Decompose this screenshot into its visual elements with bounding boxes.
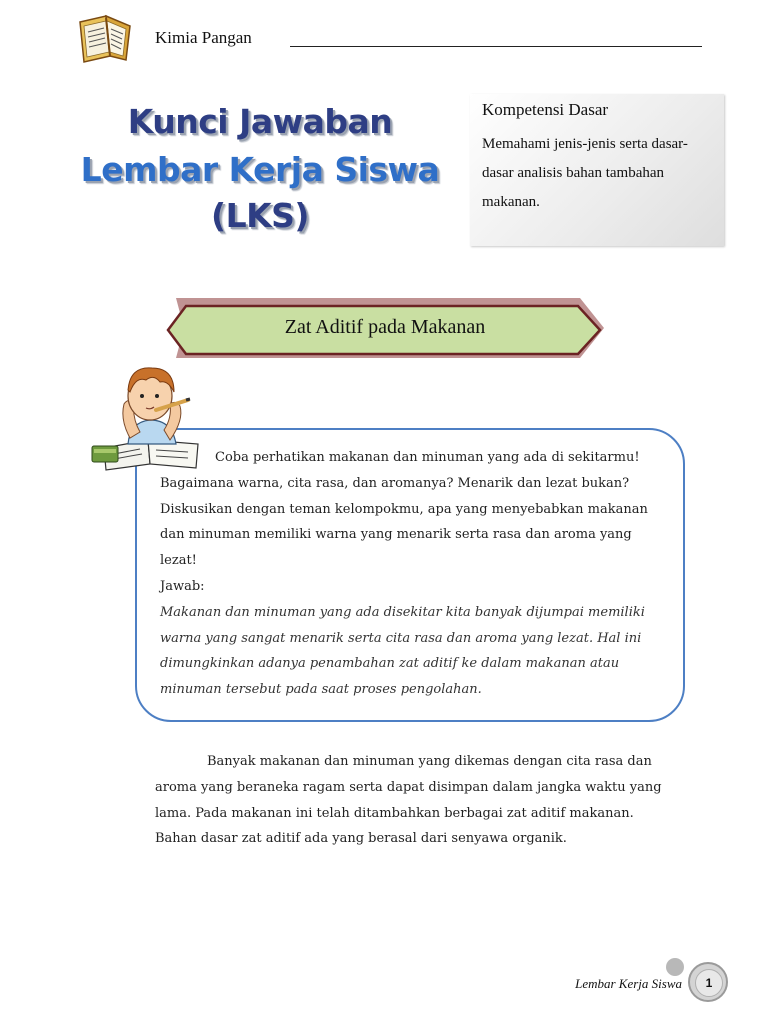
body-paragraph: Banyak makanan dan minuman yang dikemas dengan cita rasa dan aroma yang beraneka ragam serta dapat disimpan dalam jangka waktu yang lama. Pada makanan ini telah ditambahkan berbagai zat aditif makanan. Bahan dasar zat aditif ada yang berasal dari senyawa organik. xyxy=(155,754,662,847)
subject-title: Kimia Pangan xyxy=(155,28,252,47)
title-line-1: Kunci Jawaban xyxy=(127,102,393,141)
open-book-icon xyxy=(76,12,134,64)
page-number-badge xyxy=(688,962,728,1002)
answer-label: Jawab: xyxy=(160,578,205,594)
question-text: Coba perhatikan makanan dan minuman yang ada di sekitarmu! Bagaimana warna, cita rasa, dan aromanya? Menarik dan lezat bukan? Diskusikan dengan teman kelompokmu, apa yang menyebabkan makanan dan minuman memiliki warna yang menarik serta rasa dan aroma yang lezat! xyxy=(160,450,648,569)
question-content xyxy=(160,445,660,703)
title-line-3: (LKS) xyxy=(210,196,310,235)
header-rule xyxy=(290,46,702,47)
footer-label: Lembar Kerja Siswa xyxy=(575,976,682,991)
kompetensi-text: Memahami jenis-jenis serta dasar-dasar analisis bahan tambahan makanan. xyxy=(482,136,688,210)
kompetensi-heading: Kompetensi Dasar xyxy=(482,100,609,119)
title-line-2: Lembar Kerja Siswa xyxy=(80,150,440,189)
footer-decoration xyxy=(666,958,684,976)
kompetensi-dasar-box xyxy=(470,94,724,246)
page-number: 1 xyxy=(695,969,723,997)
answer-text: Makanan dan minuman yang ada disekitar kita banyak dijumpai memiliki warna yang sangat menarik serta cita rasa dan aroma yang lezat. Hal ini dimungkinkan adanya penambahan zat aditif ke dalam makanan atau minuman tersebut pada saat proses pengolahan. xyxy=(160,604,645,698)
section-title: Zat Aditif pada Makanan xyxy=(284,316,486,338)
